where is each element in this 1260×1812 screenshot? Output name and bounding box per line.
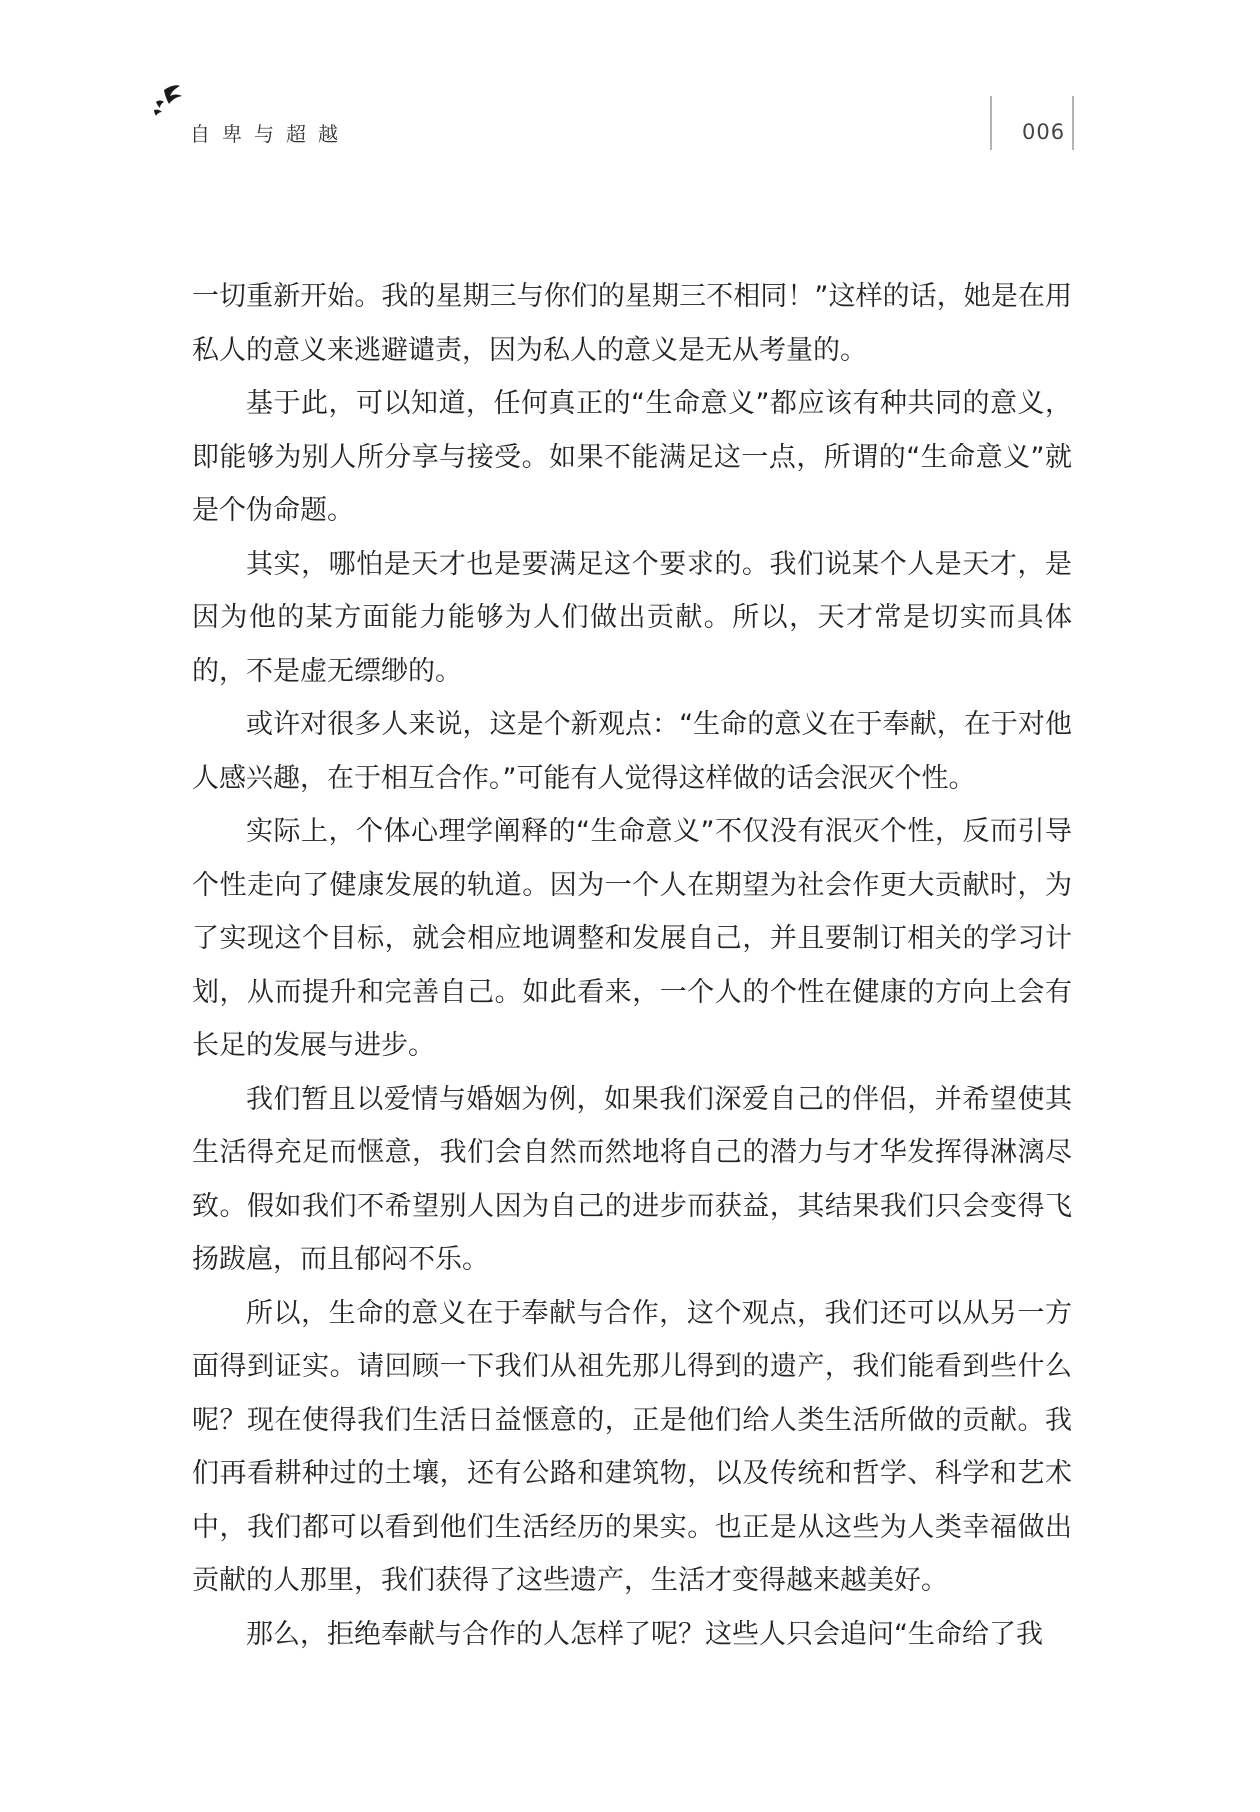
paragraph: 或许对很多人来说，这是个新观点：“生命的意义在于奉献，在于对他人感兴趣，在于相互合作。”可能有人觉得这样做的话会泯灭个性。 xyxy=(192,709,1072,794)
paragraph: 基于此，可以知道，任何真正的“生命意义”都应该有种共同的意义，即能够为别人所分享与接受。如果不能满足这一点，所谓的“生命意义”就是个伪命题。 xyxy=(192,388,1072,526)
book-title: 自卑与超越 xyxy=(190,122,350,146)
page-number: 006 xyxy=(1022,120,1066,144)
paragraph: 一切重新开始。我的星期三与你们的星期三不相同！”这样的话，她是在用私人的意义来逃避谴责，因为私人的意义是无从考量的。 xyxy=(192,281,1072,366)
page-header xyxy=(0,0,1260,180)
header-divider-right xyxy=(1072,96,1074,150)
paragraph: 那么，拒绝奉献与合作的人怎样了呢？这些人只会追问“生命给了我 xyxy=(246,1618,1043,1650)
body-text xyxy=(192,270,1072,1661)
paragraph: 所以，生命的意义在于奉献与合作，这个观点，我们还可以从另一方面得到证实。请回顾一下我们从祖先那儿得到的遗产，我们能看到些什么呢？现在使得我们生活日益惬意的，正是他们给人类生活所做的贡献。我们再看耕种过的土壤，还有公路和建筑物，以及传统和哲学、科学和艺术中，我们都可以看到他们生活经历的果实。也正是从这些为人类幸福做出贡献的人那里，我们获得了这些遗产，生活才变得越来越美好。 xyxy=(192,1297,1072,1596)
paragraph: 我们暂且以爱情与婚姻为例，如果我们深爱自己的伴侣，并希望使其生活得充足而惬意，我们会自然而然地将自己的潜力与才华发挥得淋漓尽致。假如我们不希望别人因为自己的进步而获益，其结果我们只会变得飞扬跋扈，而且郁闷不乐。 xyxy=(192,1083,1072,1275)
paragraph: 其实，哪怕是天才也是要满足这个要求的。我们说某个人是天才，是因为他的某方面能力能够为人们做出贡献。所以，天才常是切实而具体的，不是虚无缥缈的。 xyxy=(192,548,1072,687)
header-divider-left xyxy=(990,96,992,150)
paragraph: 实际上，个体心理学阐释的“生命意义”不仅没有泯灭个性，反而引导个性走向了健康发展的轨道。因为一个人在期望为社会作更大贡献时，为了实现这个目标，就会相应地调整和发展自己，并且要制订相关的学习计划，从而提升和完善自己。如此看来，一个人的个性在健康的方向上会有长足的发展与进步。 xyxy=(192,816,1072,1061)
